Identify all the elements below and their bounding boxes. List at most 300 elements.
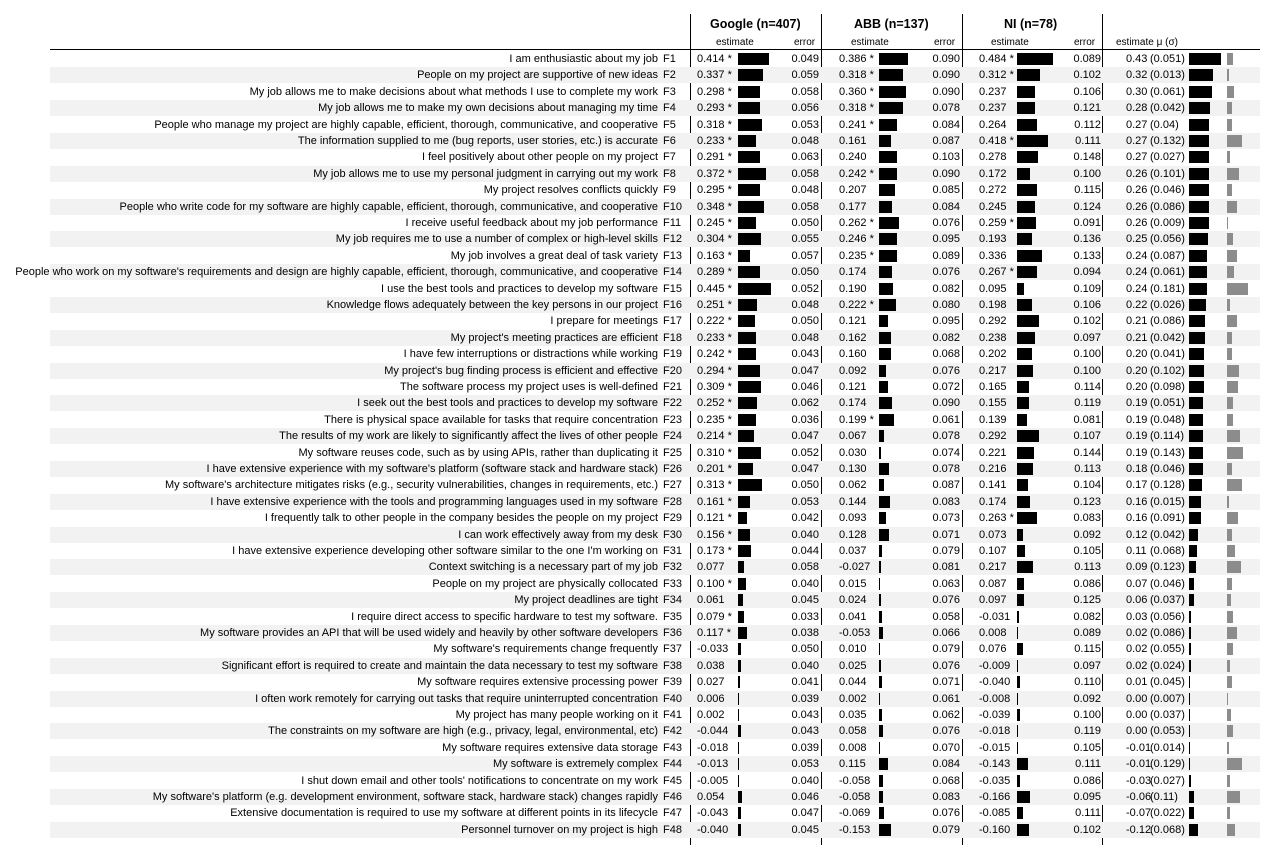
meta-mean: 0.01 (1126, 676, 1148, 689)
ni-estimate-bar (1017, 233, 1032, 245)
ni-estimate-bar (1017, 807, 1023, 819)
meta-mean-bar (1189, 201, 1209, 213)
factor-id: F3 (663, 85, 676, 98)
meta-sd: (0.007) (1150, 692, 1185, 705)
ni-estimate-bar (1017, 201, 1035, 213)
ni-estimate-bar (1017, 693, 1018, 705)
abb-estimate-bar (879, 168, 897, 180)
meta-mean-bar (1189, 676, 1190, 688)
meta-mean: -0.07 (1126, 807, 1152, 820)
ni-error: 0.102 (1073, 69, 1101, 82)
meta-mean: 0.21 (1126, 331, 1148, 344)
ni-estimate-bar (1017, 791, 1030, 803)
meta-sd: (0.051) (1150, 397, 1185, 410)
ni-estimate: 0.237 (979, 102, 1007, 115)
google-estimate: 0.291 * (697, 151, 732, 164)
google-estimate: 0.027 (697, 676, 725, 689)
factor-id: F25 (663, 446, 682, 459)
meta-mean-bar (1189, 529, 1198, 541)
meta-mean-bar (1189, 791, 1194, 803)
ni-estimate: -0.166 (979, 791, 1011, 803)
abb-error: 0.079 (932, 823, 960, 836)
google-estimate: 0.156 * (697, 528, 732, 541)
ni-estimate: 0.141 (979, 479, 1007, 492)
google-estimate: 0.077 (697, 561, 725, 574)
abb-error: 0.074 (932, 446, 960, 459)
google-error: 0.063 (791, 151, 819, 164)
meta-sd-bar (1227, 758, 1242, 770)
abb-error: 0.068 (932, 774, 960, 787)
ni-estimate: 0.008 (979, 627, 1007, 639)
meta-sd-bar (1227, 742, 1229, 754)
factor-id: F45 (663, 774, 682, 787)
ni-estimate-bar (1017, 299, 1032, 311)
google-error: 0.050 (791, 479, 819, 492)
ni-estimate-bar (1017, 184, 1037, 196)
abb-estimate: 0.318 * (839, 102, 874, 115)
abb-estimate-bar (879, 348, 891, 360)
abb-estimate: 0.235 * (839, 249, 874, 262)
ni-error: 0.105 (1073, 741, 1101, 754)
ni-error: 0.110 (1074, 676, 1101, 689)
abb-estimate-bar (879, 151, 897, 163)
google-estimate-bar (738, 184, 760, 196)
factor-id: F33 (663, 577, 682, 590)
google-estimate: -0.040 (697, 823, 729, 836)
factor-id: F48 (663, 823, 682, 836)
google-estimate-bar (738, 742, 739, 754)
google-error: 0.039 (791, 692, 819, 705)
ni-error: 0.124 (1073, 200, 1101, 213)
google-error: 0.058 (791, 561, 819, 574)
google-estimate: 0.310 * (697, 446, 732, 459)
abb-estimate: 0.160 (839, 348, 867, 361)
factor-id: F20 (663, 364, 682, 377)
abb-estimate: 0.161 (839, 135, 867, 147)
ni-estimate: 0.216 (979, 463, 1007, 475)
meta-mean-bar (1189, 742, 1190, 754)
abb-estimate-bar (879, 184, 895, 196)
google-estimate: 0.313 * (697, 479, 732, 492)
ni-estimate-bar (1017, 742, 1018, 754)
ni-error: 0.125 (1073, 594, 1101, 607)
factor-label: My job allows me to make decisions about what methods I use to complete my work (249, 85, 658, 98)
google-estimate-bar (738, 119, 762, 131)
abb-estimate-bar (879, 693, 880, 705)
meta-mean-bar (1189, 479, 1202, 491)
factor-label: People on my project are supportive of new ideas (417, 69, 658, 82)
meta-mean: 0.26 (1126, 200, 1148, 213)
google-estimate: 0.214 * (697, 430, 732, 443)
google-error: 0.050 (791, 643, 819, 656)
meta-mean: 0.25 (1126, 233, 1148, 246)
abb-estimate: 0.030 (839, 446, 867, 459)
meta-mean-bar (1189, 332, 1205, 344)
google-estimate-bar (738, 676, 740, 688)
meta-mean-bar (1189, 151, 1209, 163)
ni-estimate: 0.076 (979, 643, 1007, 656)
google-estimate-bar (738, 233, 761, 245)
abb-estimate: 0.318 * (839, 69, 874, 82)
abb-estimate-bar (879, 430, 884, 442)
factor-id: F24 (663, 430, 682, 443)
ni-estimate-bar (1017, 102, 1035, 114)
factor-id: F32 (663, 561, 682, 574)
google-error: 0.042 (791, 512, 819, 525)
google-estimate-bar (738, 266, 760, 278)
meta-mean-bar (1189, 693, 1190, 705)
google-estimate-bar (738, 102, 760, 114)
factor-id: F1 (663, 53, 676, 65)
abb-estimate-bar (879, 660, 881, 672)
meta-mean: 0.27 (1126, 118, 1148, 131)
meta-sd-bar (1227, 463, 1232, 475)
factor-label: My project's bug finding process is efficient and effective (384, 364, 658, 377)
meta-sd-bar (1227, 775, 1230, 787)
ni-error: 0.081 (1073, 413, 1101, 426)
ni-error: 0.100 (1073, 364, 1101, 377)
meta-mean-bar (1189, 365, 1204, 377)
abb-estimate-bar (879, 201, 892, 213)
abb-estimate: 0.162 (839, 331, 867, 344)
abb-estimate: 0.062 (839, 479, 867, 492)
google-estimate-bar (738, 86, 760, 98)
meta-mean: 0.00 (1126, 692, 1148, 705)
google-error: 0.050 (791, 315, 819, 328)
abb-estimate: 0.002 (839, 692, 867, 705)
abb-error: 0.090 (932, 53, 960, 65)
meta-mean: 0.30 (1126, 85, 1148, 98)
abb-estimate-bar (879, 86, 906, 98)
google-estimate: 0.293 * (697, 102, 732, 115)
google-estimate: 0.079 * (697, 610, 732, 623)
meta-sd: (0.123) (1150, 561, 1185, 574)
meta-mean-bar (1189, 381, 1204, 393)
ni-error: 0.094 (1073, 266, 1101, 279)
abb-error: 0.073 (932, 512, 960, 525)
meta-sd-bar (1227, 365, 1239, 377)
meta-sd: (0.009) (1150, 217, 1185, 229)
factor-label: The software process my project uses is well-defined (400, 381, 658, 393)
ni-estimate: 0.198 (979, 299, 1007, 311)
meta-sd-bar (1227, 578, 1232, 590)
factor-label: There is physical space available for tasks that require concentration (324, 413, 658, 426)
ni-estimate-bar (1017, 86, 1035, 98)
meta-sd-bar (1227, 135, 1242, 147)
abb-estimate-bar (879, 447, 881, 459)
ni-error: 0.100 (1073, 348, 1101, 361)
abb-estimate-bar (879, 479, 884, 491)
google-estimate-bar (738, 775, 739, 787)
meta-mean-bar (1189, 643, 1191, 655)
factor-id: F47 (663, 807, 682, 820)
google-estimate: 0.161 * (697, 495, 732, 508)
ni-error: 0.111 (1075, 758, 1101, 771)
ni-estimate: 0.238 (979, 331, 1007, 344)
factor-label: My software's architecture mitigates risks (e.g., security vulnerabilities, changes in requirements, etc.) (164, 479, 658, 492)
google-estimate-bar (738, 414, 756, 426)
meta-mean: 0.26 (1126, 184, 1148, 197)
google-error-subheader: error (794, 37, 816, 48)
meta-mean: 0.19 (1126, 413, 1148, 426)
factor-id: F43 (663, 741, 682, 754)
abb-error: 0.103 (932, 151, 960, 164)
abb-error: 0.061 (932, 692, 960, 705)
meta-mean: 0.16 (1126, 495, 1148, 508)
abb-estimate: 0.044 (839, 676, 867, 689)
google-estimate: 0.414 * (697, 53, 732, 65)
meta-sd: (0.015) (1150, 495, 1185, 508)
abb-estimate-bar (879, 332, 891, 344)
meta-sd: (0.102) (1150, 364, 1185, 377)
meta-sd-bar (1227, 119, 1232, 131)
ni-error: 0.114 (1074, 381, 1101, 393)
meta-sd: (0.013) (1150, 69, 1185, 82)
abb-estimate: 0.246 * (839, 233, 874, 246)
meta-sd: (0.114) (1150, 430, 1185, 443)
factor-label: I have few interruptions or distractions while working (403, 348, 658, 361)
factor-label: The results of my work are likely to significantly affect the lives of other people (279, 430, 658, 443)
meta-mean: -0.01 (1126, 758, 1152, 771)
meta-sd: (0.027) (1150, 151, 1185, 164)
factor-id: F6 (663, 135, 676, 147)
google-error: 0.043 (791, 348, 819, 361)
google-error: 0.040 (791, 774, 819, 787)
abb-estimate: 0.174 (839, 397, 867, 410)
abb-estimate: 0.130 (839, 463, 867, 475)
google-error: 0.041 (791, 676, 819, 689)
google-estimate: 0.445 * (697, 282, 732, 295)
ni-error: 0.097 (1073, 331, 1101, 344)
google-estimate-bar (738, 545, 751, 557)
ni-estimate: 0.221 (979, 446, 1007, 459)
meta-sd: (0.037) (1150, 709, 1185, 721)
meta-mean-bar (1189, 725, 1190, 737)
google-error: 0.045 (791, 594, 819, 607)
abb-error: 0.083 (932, 791, 960, 803)
google-error: 0.047 (791, 430, 819, 443)
meta-sd: (0.046) (1150, 184, 1185, 197)
ni-estimate: -0.008 (979, 692, 1011, 705)
abb-estimate-bar (879, 381, 888, 393)
ni-estimate-bar (1017, 119, 1037, 131)
abb-error: 0.090 (932, 397, 960, 410)
ni-error: 0.111 (1075, 135, 1101, 147)
factor-label: Personnel turnover on my project is high (461, 823, 658, 836)
meta-mean-bar (1189, 348, 1204, 360)
google-error: 0.052 (791, 282, 819, 295)
abb-estimate-bar (879, 299, 896, 311)
meta-mean: 0.03 (1126, 610, 1148, 623)
meta-sd-bar (1227, 168, 1239, 180)
google-error: 0.043 (791, 709, 819, 721)
abb-estimate: 0.025 (839, 659, 867, 672)
ni-estimate-bar (1017, 151, 1038, 163)
factor-id: F2 (663, 69, 676, 82)
abb-estimate-bar (879, 758, 888, 770)
meta-mean: 0.06 (1126, 594, 1148, 607)
meta-sd: (0.068) (1150, 823, 1185, 836)
meta-mean-bar (1189, 135, 1209, 147)
meta-sd: (0.128) (1150, 479, 1185, 492)
meta-mean: 0.17 (1126, 479, 1148, 492)
meta-sd: (0.04) (1150, 118, 1179, 131)
meta-sd-bar (1227, 201, 1237, 213)
google-estimate: 0.061 (697, 594, 725, 607)
factor-id: F39 (663, 676, 682, 689)
meta-sd-bar (1227, 348, 1232, 360)
meta-sd-bar (1227, 660, 1230, 672)
abb-error: 0.078 (932, 102, 960, 115)
abb-estimate-bar (879, 69, 903, 81)
google-error: 0.048 (791, 331, 819, 344)
ni-estimate: -0.160 (979, 823, 1011, 836)
meta-sd-bar (1227, 693, 1228, 705)
google-estimate-bar (738, 217, 756, 229)
factor-label: Extensive documentation is required to use my software at different points in its lifecycle (230, 807, 658, 820)
google-estimate: 0.295 * (697, 184, 732, 197)
meta-sd-bar (1227, 266, 1234, 278)
meta-sd: (0.024) (1150, 659, 1185, 672)
abb-estimate-bar (879, 529, 889, 541)
factor-label: My project's meeting practices are efficient (450, 331, 658, 344)
google-estimate: 0.100 * (697, 577, 732, 590)
ni-estimate: 0.267 * (979, 266, 1014, 279)
meta-sd-bar (1227, 332, 1232, 344)
ni-estimate-bar (1017, 578, 1024, 590)
meta-mean-bar (1189, 578, 1194, 590)
meta-sd-bar (1227, 250, 1237, 262)
factor-id: F4 (663, 102, 676, 115)
abb-error: 0.063 (932, 577, 960, 590)
abb-error: 0.082 (932, 331, 960, 344)
meta-mean: -0.06 (1126, 791, 1152, 803)
google-estimate-bar (738, 791, 742, 803)
meta-mean: 0.20 (1126, 364, 1148, 377)
google-estimate-bar (738, 512, 747, 524)
meta-sd-bar (1227, 86, 1234, 98)
abb-error: 0.061 (932, 413, 960, 426)
meta-mean-bar (1189, 709, 1190, 721)
abb-estimate: 0.008 (839, 741, 867, 754)
abb-error: 0.078 (932, 430, 960, 443)
ni-error: 0.115 (1074, 184, 1101, 197)
factor-label: Knowledge flows adequately between the key persons in our project (326, 299, 658, 311)
meta-mean-bar (1189, 266, 1207, 278)
meta-mean: 0.00 (1126, 725, 1148, 738)
abb-error: 0.095 (932, 233, 960, 246)
ni-estimate-bar (1017, 463, 1033, 475)
abb-estimate-bar (879, 266, 892, 278)
google-error: 0.047 (791, 463, 819, 475)
abb-error: 0.081 (932, 561, 960, 574)
factor-label: I can work effectively away from my desk (458, 528, 658, 541)
factor-label: I have extensive experience with my software's platform (software stack and hardware stack) (206, 463, 658, 475)
abb-estimate-bar (879, 283, 893, 295)
ni-estimate-bar (1017, 266, 1037, 278)
factor-id: F16 (663, 299, 682, 311)
google-estimate-bar (738, 611, 744, 623)
google-error: 0.058 (791, 200, 819, 213)
factor-label: I am enthusiastic about my job (509, 53, 658, 65)
meta-sd: (0.132) (1150, 135, 1185, 147)
abb-estimate-bar (879, 496, 890, 508)
ni-estimate: 0.484 * (979, 53, 1014, 65)
google-estimate: 0.294 * (697, 364, 732, 377)
ni-estimate-bar (1017, 512, 1037, 524)
ni-estimate: 0.263 * (979, 512, 1014, 525)
abb-estimate-bar (879, 627, 883, 639)
abb-error: 0.070 (932, 741, 960, 754)
meta-sd: (0.055) (1150, 643, 1185, 656)
ni-estimate-bar (1017, 611, 1019, 623)
meta-mean: 0.24 (1126, 249, 1148, 262)
factor-id: F21 (663, 381, 682, 393)
ni-estimate-bar (1017, 775, 1020, 787)
meta-sd-bar (1227, 299, 1230, 311)
abb-error: 0.076 (932, 364, 960, 377)
abb-error: 0.095 (932, 315, 960, 328)
abb-estimate: 0.067 (839, 430, 867, 443)
google-error: 0.047 (791, 807, 819, 820)
ni-estimate-bar (1017, 529, 1023, 541)
factor-id: F27 (663, 479, 682, 492)
factor-id: F14 (663, 266, 682, 279)
google-estimate-bar (738, 397, 757, 409)
factor-label: My software provides an API that will be used widely and heavily by other software developers (200, 627, 658, 639)
factor-label: People who work on my software's requirements and design are highly capable, efficient, thorough, communicative, and cooperative (15, 266, 658, 279)
ni-estimate: 0.292 (979, 315, 1007, 328)
abb-error: 0.090 (932, 69, 960, 82)
abb-estimate: 0.207 (839, 184, 867, 197)
google-estimate-bar (738, 69, 763, 81)
ni-error: 0.119 (1074, 725, 1101, 738)
meta-sd-bar (1227, 512, 1238, 524)
google-estimate: 0.006 (697, 692, 725, 705)
abb-estimate: 0.174 (839, 266, 867, 279)
abb-estimate-bar (879, 463, 889, 475)
meta-sd-bar (1227, 381, 1238, 393)
meta-mean: 0.00 (1126, 709, 1148, 721)
google-error: 0.048 (791, 184, 819, 197)
abb-error: 0.079 (932, 545, 960, 557)
meta-mean-bar (1189, 824, 1198, 836)
meta-mean-bar (1189, 315, 1205, 327)
google-estimate-bar (738, 135, 756, 147)
meta-mean: 0.22 (1126, 299, 1148, 311)
google-estimate-bar (738, 53, 769, 65)
google-estimate-bar (738, 332, 756, 344)
google-estimate-bar (738, 168, 766, 180)
abb-header: ABB (n=137) (854, 17, 929, 31)
meta-mean-bar (1189, 611, 1191, 623)
factor-label: People on my project are physically collocated (432, 577, 658, 590)
meta-mean: 0.27 (1126, 135, 1148, 147)
abb-estimate: 0.177 (839, 200, 867, 213)
google-estimate-bar (738, 299, 757, 311)
google-error: 0.040 (791, 659, 819, 672)
abb-estimate-subheader: estimate (851, 37, 889, 48)
ni-error: 0.102 (1073, 823, 1101, 836)
abb-estimate-bar (879, 709, 882, 721)
google-error: 0.050 (791, 217, 819, 229)
meta-sd-bar (1227, 69, 1229, 81)
ni-estimate: 0.165 (979, 381, 1007, 393)
abb-error: 0.068 (932, 348, 960, 361)
google-estimate: 0.201 * (697, 463, 732, 475)
meta-mean-bar (1189, 233, 1208, 245)
factor-id: F37 (663, 643, 682, 656)
